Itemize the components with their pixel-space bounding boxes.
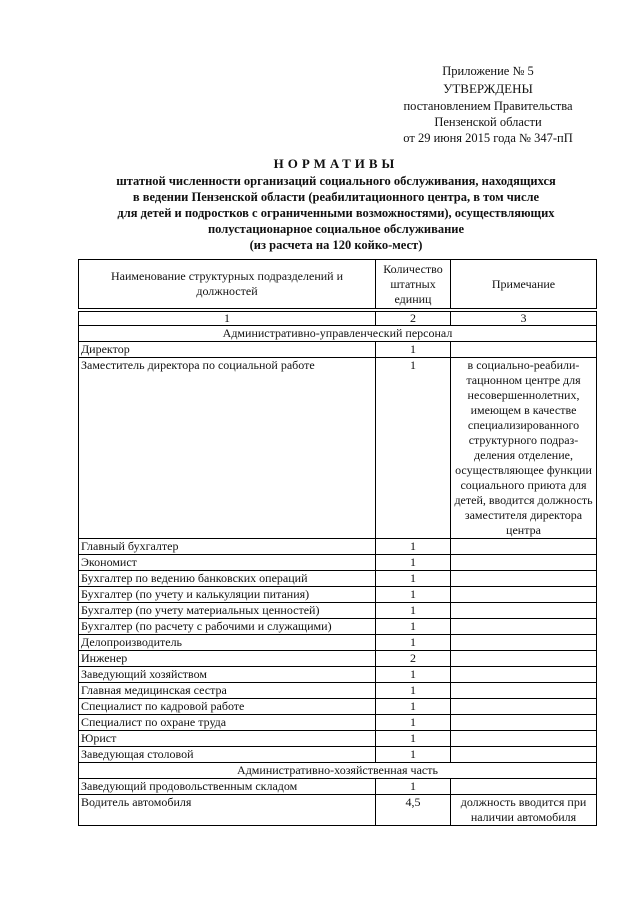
table-row — [79, 731, 597, 747]
column-header-note: Примечание — [451, 260, 597, 309]
approval-line-3: от 29 июня 2015 года № 347-пП — [403, 131, 573, 145]
table-row — [79, 342, 597, 358]
section-row — [79, 326, 597, 342]
position-name: Бухгалтер (по расчету с рабочими и служащими) — [79, 619, 376, 635]
column-number-3: 3 — [451, 312, 597, 326]
approval-line-2: Пензенской области — [434, 115, 542, 129]
column-number-2: 2 — [376, 312, 451, 326]
position-name: Специалист по охране труда — [79, 715, 376, 731]
table-body — [79, 326, 597, 763]
heading-line-2: в ведении Пензенской области (реабилитационного центра, в том числе — [132, 190, 540, 204]
position-name: Инженер — [79, 651, 376, 667]
position-name: Заместитель директора по социальной работе — [79, 358, 376, 539]
approval-line-1: постановлением Правительства — [403, 99, 573, 113]
position-quantity: 1 — [376, 587, 451, 603]
position-name: Директор — [79, 342, 376, 358]
staffing-table — [78, 259, 597, 826]
approval-block — [380, 63, 596, 146]
position-quantity: 1 — [376, 715, 451, 731]
position-name: Экономист — [79, 555, 376, 571]
table-row — [79, 635, 597, 651]
position-quantity: 1 — [376, 603, 451, 619]
table-row — [79, 587, 597, 603]
position-note — [451, 715, 597, 731]
position-name: Бухгалтер по ведению банковских операций — [79, 571, 376, 587]
position-note — [451, 539, 597, 555]
approved-label: УТВЕРЖДЕНЫ — [443, 81, 533, 96]
position-quantity: 1 — [376, 539, 451, 555]
position-quantity: 1 — [376, 635, 451, 651]
column-number-1: 1 — [79, 312, 376, 326]
position-name: Главный бухгалтер — [79, 539, 376, 555]
position-quantity: 1 — [376, 683, 451, 699]
table-row — [79, 747, 597, 763]
position-quantity: 1 — [376, 571, 451, 587]
table-row — [79, 779, 597, 795]
position-quantity: 1 — [376, 555, 451, 571]
position-quantity: 1 — [376, 342, 451, 358]
table-row — [79, 358, 597, 539]
position-note — [451, 683, 597, 699]
section-title: Административно-управленческий персонал — [79, 326, 597, 342]
position-note — [451, 699, 597, 715]
table-row — [79, 795, 597, 826]
position-name: Заведующая столовой — [79, 747, 376, 763]
position-quantity: 1 — [376, 779, 451, 795]
appendix-number: Приложение № 5 — [442, 64, 534, 78]
position-name: Заведующий продовольственным складом — [79, 779, 376, 795]
table-row — [79, 667, 597, 683]
position-note — [451, 747, 597, 763]
position-name: Водитель автомобиля — [79, 795, 376, 826]
position-note: в социально-реабили-тацнонном центре для несовершеннолетних, имеющем в качестве специализированного структурного подраз-деления отделение, осуществляющее функции социального приюта для детей, вводится должность заместителя директора центра — [451, 358, 597, 539]
position-name: Юрист — [79, 731, 376, 747]
position-name: Бухгалтер (по учету и калькуляции питания) — [79, 587, 376, 603]
position-note — [451, 603, 597, 619]
position-note — [451, 571, 597, 587]
position-quantity: 1 — [376, 747, 451, 763]
position-name: Специалист по кадровой работе — [79, 699, 376, 715]
table-row — [79, 683, 597, 699]
table-row — [79, 539, 597, 555]
position-quantity: 4,5 — [376, 795, 451, 826]
position-quantity: 1 — [376, 358, 451, 539]
heading-line-5: (из расчета на 120 койко-мест) — [249, 238, 423, 252]
table-row — [79, 651, 597, 667]
position-name: Заведующий хозяйством — [79, 667, 376, 683]
column-header-name: Наименование структурных подразделений и должностей — [79, 260, 376, 309]
column-numbers-row — [79, 312, 597, 326]
column-header-quantity: Количество штатных единиц — [376, 260, 451, 309]
position-quantity: 2 — [376, 651, 451, 667]
document-title: НОРМАТИВЫ — [273, 156, 399, 171]
position-quantity: 1 — [376, 667, 451, 683]
heading-line-3: для детей и подростков с ограниченными возможностями), осуществляющих — [117, 206, 555, 220]
table-row — [79, 699, 597, 715]
table-body-2 — [79, 763, 597, 826]
position-name: Главная медицинская сестра — [79, 683, 376, 699]
position-quantity: 1 — [376, 731, 451, 747]
position-note — [451, 635, 597, 651]
heading-line-1: штатной численности организаций социального обслуживания, находящихся — [116, 174, 556, 188]
table-row — [79, 555, 597, 571]
table-row — [79, 603, 597, 619]
heading-line-4: полустационарное социальное обслуживание — [207, 222, 465, 236]
position-quantity: 1 — [376, 619, 451, 635]
position-note — [451, 342, 597, 358]
position-name: Бухгалтер (по учету материальных ценностей) — [79, 603, 376, 619]
position-note — [451, 587, 597, 603]
table-row — [79, 619, 597, 635]
position-note — [451, 651, 597, 667]
position-note: должность вводится при наличии автомобиля — [451, 795, 597, 826]
table-header-row — [79, 260, 597, 309]
section-title: Административно-хозяйственная часть — [79, 763, 597, 779]
position-note — [451, 619, 597, 635]
document-heading — [80, 156, 592, 253]
section-row — [79, 763, 597, 779]
table-row — [79, 715, 597, 731]
position-note — [451, 667, 597, 683]
position-note — [451, 779, 597, 795]
position-note — [451, 731, 597, 747]
position-note — [451, 555, 597, 571]
position-name: Делопроизводитель — [79, 635, 376, 651]
position-quantity: 1 — [376, 699, 451, 715]
table-row — [79, 571, 597, 587]
